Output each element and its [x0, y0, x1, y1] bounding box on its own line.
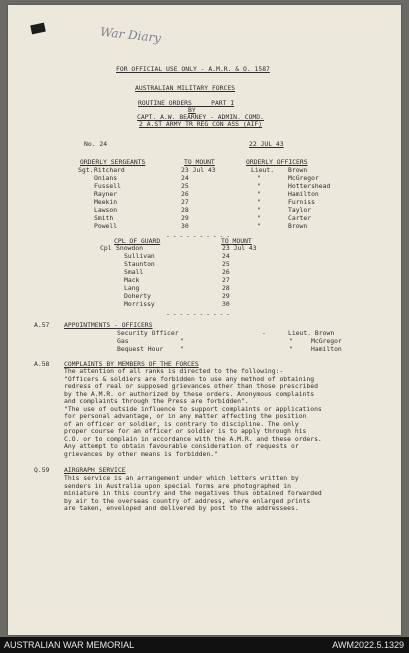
unit-line: 2 A.ST ARMY TR REG CON ASS (AIF) [139, 120, 263, 128]
sergeant-name: Meekin [94, 198, 118, 206]
mount-date: 29 [181, 214, 189, 222]
footer-accession: AWM2022.5.1329 [332, 640, 404, 650]
orderly-officers-heading: ORDERLY OFFICERS [246, 158, 308, 166]
ditto-mark: " [257, 182, 261, 190]
cpl-rank: Cpl [100, 244, 112, 252]
cpl-to-mount-heading: TO MOUNT [221, 237, 252, 245]
cpl-date: 25 [222, 260, 230, 268]
mount-date: 27 [181, 198, 189, 206]
sergeant-rank: Sgt. [78, 166, 94, 174]
ditto-mark: " [289, 345, 293, 353]
appointed-officer: Lieut. Brown [288, 329, 335, 337]
order-number: No. 24 [84, 140, 108, 148]
cpl-date: 24 [222, 252, 230, 260]
officer-name: Brown [288, 222, 308, 230]
cpl-guard-heading: CPL OF GUARD [114, 237, 161, 245]
footer-bar [0, 637, 409, 653]
orderly-sergeants-heading: ORDERLY SERGEANTS [80, 158, 146, 166]
appointed-officer: McGregor [311, 337, 342, 345]
cpl-name: Doherty [124, 292, 151, 300]
to-mount-heading: TO MOUNT [184, 158, 215, 166]
appointment-role: Gas [117, 337, 129, 345]
mount-date: 23 Jul 43 [181, 166, 216, 174]
officer-name: McGregor [288, 174, 319, 182]
airgraph-title: AIRGRAPH SERVICE [64, 466, 126, 474]
ditto-mark: " [257, 190, 261, 198]
ditto-mark: " [180, 345, 184, 353]
airgraph-text: This service is an arrangement under which letters written by senders in Australia upon special forms are photographed in miniature in this country and the negatives thus obtained forwarded by air to the overseas country of address, where enlarged prints are taken, enveloped and delivered by post to the addressees. [64, 474, 322, 512]
appointments-title: APPOINTMENTS - OFFICERS [64, 321, 153, 329]
ditto-mark: " [257, 206, 261, 214]
ditto-mark: " [289, 337, 293, 345]
dash-mark: - [262, 329, 266, 337]
sergeant-name: Rayner [94, 190, 118, 198]
cpl-date: 26 [222, 268, 230, 276]
section-divider: - - - - - - - - - - [166, 232, 230, 240]
officer-name: Hottershead [288, 182, 331, 190]
ditto-mark: " [257, 214, 261, 222]
section-divider: - - - - - - - - - - [166, 310, 230, 318]
officer-name: Carter [288, 214, 312, 222]
sergeant-name: Onians [94, 174, 118, 182]
cpl-name: Morrissy [124, 300, 155, 308]
force-title: AUSTRALIAN MILITARY FORCES [135, 84, 236, 92]
sergeant-name: Ritchard [94, 166, 125, 174]
cpl-date: 23 Jul 43 [222, 244, 257, 252]
complaints-text: The attention of all ranks is directed to the following:- "Officers & soldiers are forbidden to use any method of obtaining redress of real or supposed grievances other than those prescribed by the A.M.R. or authorized by these orders. Anonymous complaints and complaints through the Press are forbidden". "The use of outside influence to support complaints or applications for personal advantage, or in any matter affecting the position of an officer or soldier, is contrary to discipline. The only proper course for an officer or soldier is to apply through his C.O. or to complain in accordance with the A.M.R. and these orders. Any attempt to obtain favourable consideration of requests or grievances by other means is forbidden." [64, 367, 322, 458]
order-number-a58: A.58 [34, 360, 50, 368]
commander-line: CAPT. A.W. BEARNEY - ADMIN. COMD. [137, 113, 264, 121]
cpl-name: Snowdon [116, 244, 143, 252]
mount-date: 28 [181, 206, 189, 214]
ditto-mark: " [257, 198, 261, 206]
cpl-date: 30 [222, 300, 230, 308]
order-number-q59: Q.59 [34, 466, 50, 474]
officer-rank: Lieut. [251, 166, 275, 174]
ditto-mark: " [180, 337, 184, 345]
appointed-officer: Hamilton [311, 345, 342, 353]
cpl-name: Staunton [124, 260, 155, 268]
appointment-role: Security Officer [117, 329, 179, 337]
order-date: 22 JUL 43 [249, 140, 284, 148]
cpl-date: 29 [222, 292, 230, 300]
classification-line: FOR OFFICIAL USE ONLY - A.M.R. & O. 1587 [116, 65, 270, 73]
ditto-mark: " [257, 222, 261, 230]
sergeant-name: Smith [94, 214, 114, 222]
cpl-name: Small [124, 268, 144, 276]
orders-title: ROUTINE ORDERS PART I [138, 99, 235, 107]
cpl-name: Sullivan [124, 252, 155, 260]
mount-date: 26 [181, 190, 189, 198]
by-line: BY [188, 106, 196, 114]
mount-date: 30 [181, 222, 189, 230]
sergeant-name: Lawson [94, 206, 118, 214]
footer-institution: AUSTRALIAN WAR MEMORIAL [4, 640, 135, 650]
officer-name: Hamilton [288, 190, 319, 198]
officer-name: Taylor [288, 206, 312, 214]
cpl-date: 27 [222, 276, 230, 284]
mount-date: 25 [181, 182, 189, 190]
sergeant-name: Fussell [94, 182, 121, 190]
complaints-title: COMPLAINTS BY MEMBERS OF THE FORCES [64, 360, 199, 368]
handwritten-annotation: War Diary [99, 24, 162, 46]
officer-name: Brown [288, 166, 308, 174]
cpl-name: Mack [124, 276, 140, 284]
mount-date: 24 [181, 174, 189, 182]
officer-name: Furniss [288, 198, 315, 206]
sergeant-name: Powell [94, 222, 118, 230]
cpl-date: 28 [222, 284, 230, 292]
ditto-mark: " [257, 174, 261, 182]
cpl-name: Lang [124, 284, 140, 292]
appointment-role: Bequest Hour [117, 345, 164, 353]
order-number-a57: A.57 [34, 321, 50, 329]
